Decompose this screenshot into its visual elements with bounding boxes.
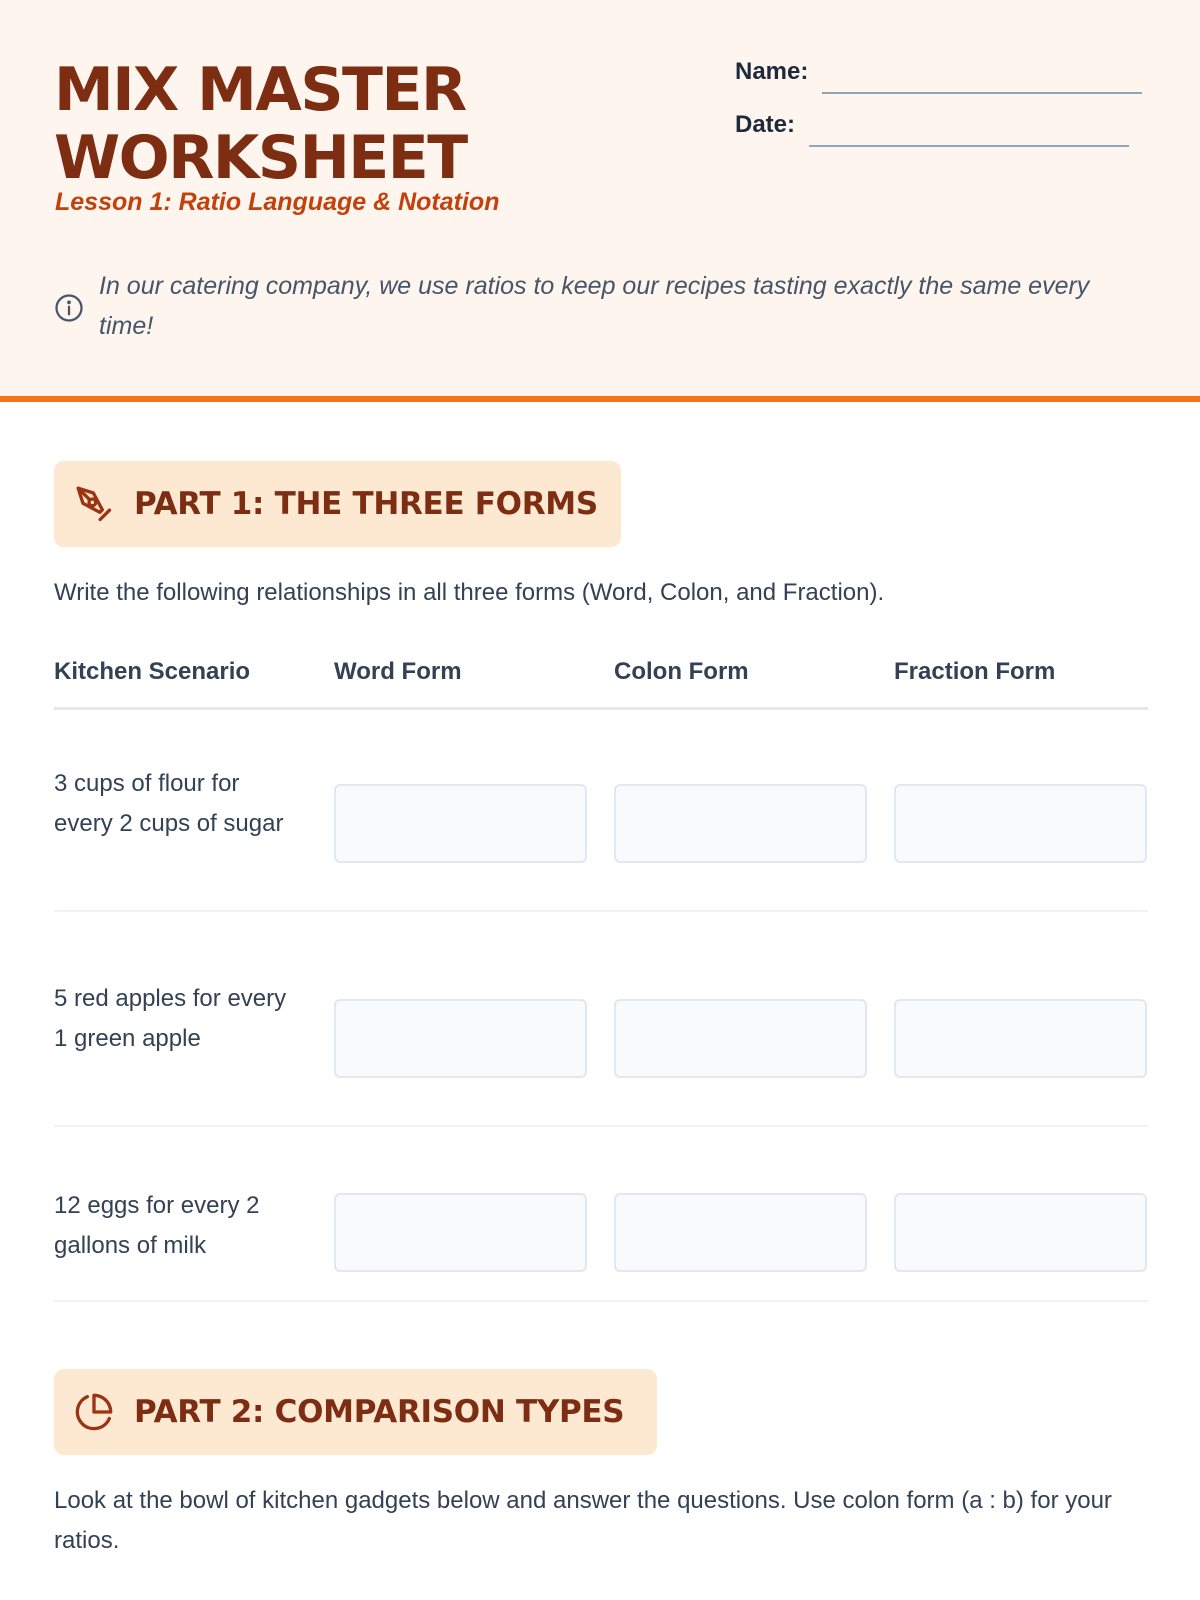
part1-heading (54, 461, 621, 547)
table-row (54, 1142, 1148, 1302)
word-form-input[interactable] (334, 1193, 587, 1272)
column-header-scenario: Kitchen Scenario (54, 658, 251, 685)
name-row (735, 58, 1142, 86)
name-field[interactable] (822, 92, 1142, 94)
info-circle-icon (54, 293, 84, 323)
part2-instructions: Look at the bowl of kitchen gadgets below and answer the questions. Use colon form (a : b) for your ratios. (54, 1487, 1112, 1554)
column-header-fraction: Fraction Form (894, 658, 1056, 685)
table-header (54, 656, 1148, 710)
pie-chart-icon (74, 1392, 114, 1432)
date-label: Date: (735, 111, 796, 138)
intro-text: In our catering company, we use ratios to keep our recipes tasting exactly the same every time! (99, 272, 1090, 340)
column-header-word: Word Form (334, 658, 462, 685)
part1-instructions: Write the following relationships in all three forms (Word, Colon, and Fraction). (54, 579, 885, 606)
fraction-form-input[interactable] (894, 999, 1147, 1078)
name-label: Name: (735, 58, 809, 85)
table-row (54, 927, 1148, 1127)
word-form-input[interactable] (334, 999, 587, 1078)
worksheet-header (0, 0, 1200, 402)
colon-form-input[interactable] (614, 1193, 867, 1272)
column-header-colon: Colon Form (614, 658, 749, 685)
fraction-form-input[interactable] (894, 784, 1147, 863)
scenario-text: 3 cups of flour for every 2 cups of sugar (54, 770, 284, 837)
lesson-subtitle: Lesson 1: Ratio Language & Notation (55, 188, 500, 216)
colon-form-input[interactable] (614, 784, 867, 863)
pen-tool-icon (74, 484, 114, 524)
fraction-form-input[interactable] (894, 1193, 1147, 1272)
scenario-text: 12 eggs for every 2 gallons of milk (54, 1192, 260, 1259)
word-form-input[interactable] (334, 784, 587, 863)
colon-form-input[interactable] (614, 999, 867, 1078)
part2-heading (54, 1369, 657, 1455)
date-field[interactable] (809, 145, 1129, 147)
part2-title: PART 2: COMPARISON TYPES (134, 1394, 625, 1430)
table-row (54, 712, 1148, 912)
part1-title: PART 1: THE THREE FORMS (134, 486, 598, 522)
date-row (735, 111, 1129, 139)
scenario-text: 5 red apples for every 1 green apple (54, 985, 287, 1052)
page-title: MIX MASTER WORKSHEET (54, 55, 467, 193)
